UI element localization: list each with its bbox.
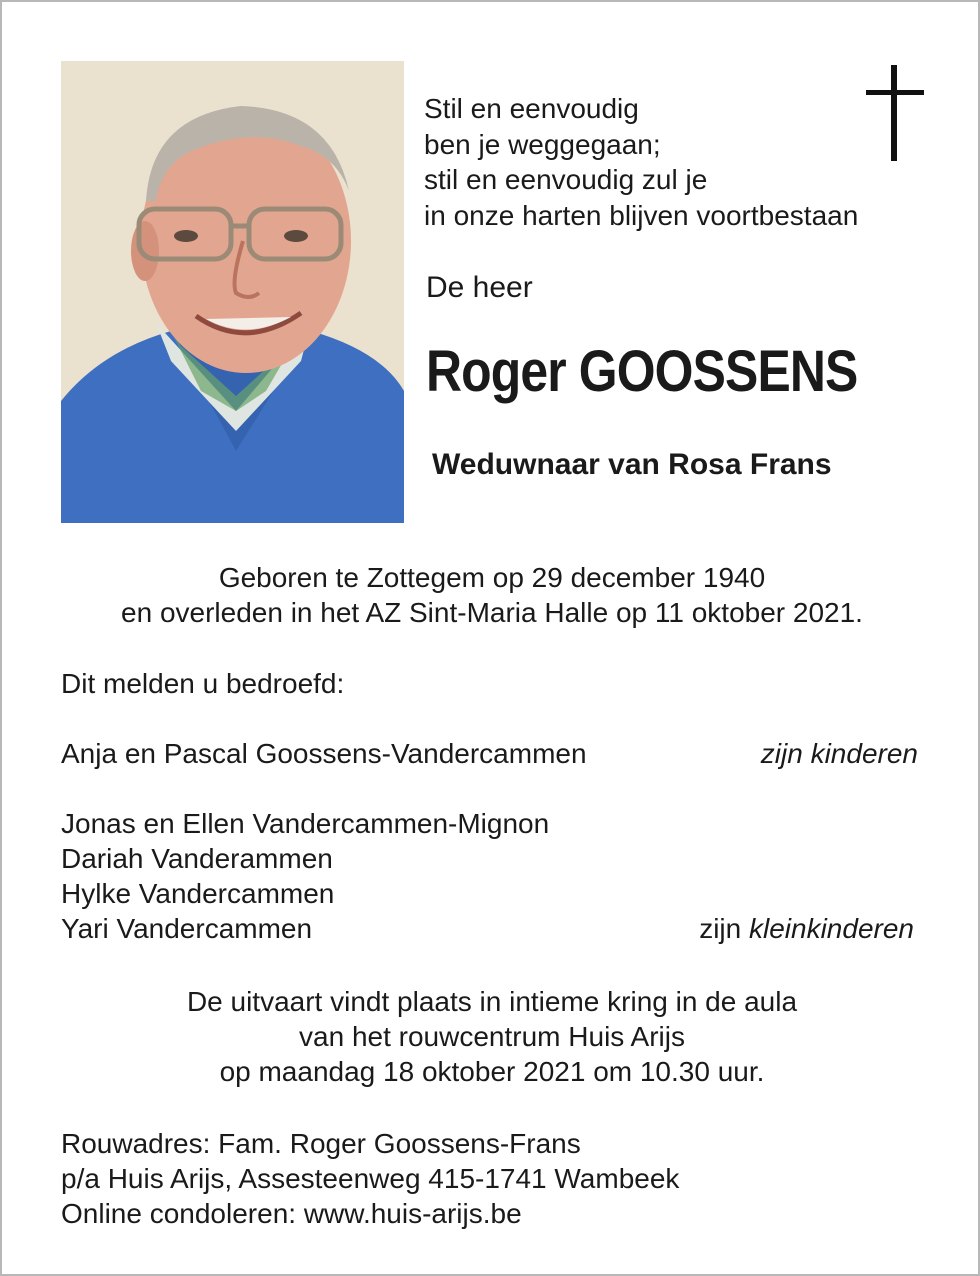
funeral-line: op maandag 18 oktober 2021 om 10.30 uur. — [219, 1056, 765, 1087]
children-names: Anja en Pascal Goossens-Vandercammen — [61, 738, 587, 769]
spouse-line: Weduwnaar van Rosa Frans — [432, 448, 832, 481]
children-relation: zijn kinderen — [760, 738, 918, 769]
memorial-poem — [424, 91, 858, 233]
grandchildren-list — [61, 806, 549, 946]
list-item: Dariah Vanderammen — [61, 843, 333, 874]
grandchildren-relation — [699, 911, 914, 946]
poem-line: ben je weggegaan; — [424, 128, 661, 160]
cross-icon — [866, 65, 924, 161]
list-item: Jonas en Ellen Vandercammen-Mignon — [61, 808, 550, 839]
relation-prefix: zijn — [699, 913, 749, 944]
funeral-line: van het rouwcentrum Huis Arijs — [299, 1021, 685, 1052]
address-line: Rouwadres: Fam. Roger Goossens-Frans — [61, 1128, 581, 1159]
address-line: p/a Huis Arijs, Assesteenweg 415-1741 Wambeek — [61, 1163, 680, 1194]
announcement: Dit melden u bedroefd: — [61, 668, 345, 699]
funeral-line: De uitvaart vindt plaats in intieme kring in de aula — [186, 986, 798, 1017]
poem-line: stil en eenvoudig zul je — [424, 164, 708, 195]
list-item: Hylke Vandercammen — [61, 878, 335, 909]
honorific: De heer — [426, 271, 533, 304]
funeral-info — [2, 984, 980, 1089]
death-line: en overleden in het AZ Sint-Maria Halle op 11 oktober 2021. — [121, 597, 863, 628]
list-item: Yari Vandercammen — [61, 913, 313, 944]
life-dates — [2, 560, 980, 630]
birth-line: Geboren te Zottegem op 29 december 1940 — [218, 562, 766, 593]
poem-line: in onze harten blijven voortbestaan — [424, 199, 859, 231]
poem-line: Stil en eenvoudig — [424, 93, 639, 124]
condolence-link[interactable]: Online condoleren: www.huis-arijs.be — [61, 1198, 522, 1229]
children-row — [61, 736, 918, 771]
portrait-photo — [61, 61, 404, 523]
deceased-name: Roger GOOSSENS — [426, 339, 858, 404]
mourning-address — [61, 1126, 679, 1231]
portrait-illustration — [61, 61, 404, 523]
relation-word: kleinkinderen — [749, 913, 914, 944]
